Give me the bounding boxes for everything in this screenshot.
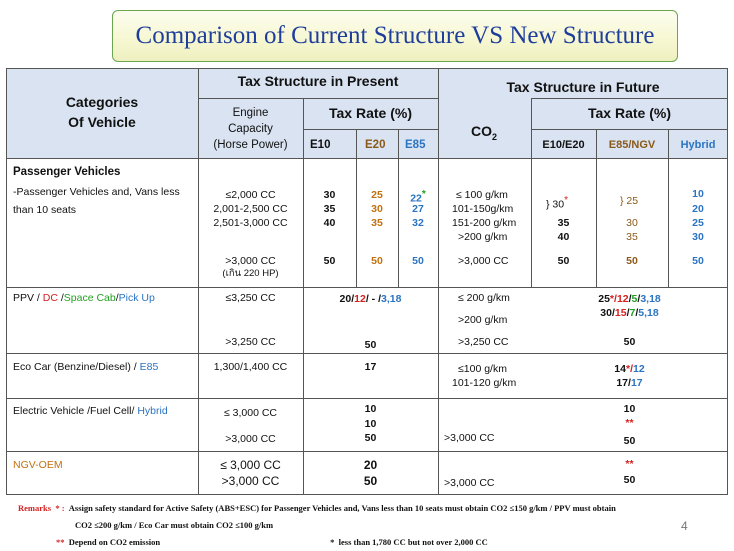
remarks-line-2: CO2 ≤200 g/km / Eco Car must obtain CO2 ≤100 g/km [75, 520, 274, 530]
passenger-f-e85-1: } 25 [620, 195, 639, 207]
ev-rate-1: 10 [364, 403, 377, 415]
passenger-hybrid-1: 10 [692, 188, 704, 200]
header-e85: E85 [405, 139, 426, 151]
rule [6, 287, 728, 288]
ppv-future-1: 25*/12/5/3,18 [598, 293, 661, 305]
ngv-future-1: ** [625, 458, 634, 470]
passenger-f-e10-4: 50 [557, 255, 570, 267]
ppv-engine-1: ≤3,250 CC [225, 292, 276, 304]
ngv-engine-2: >3,000 CC [221, 474, 280, 488]
passenger-e20-2: 30 [371, 203, 383, 215]
passenger-name: Passenger Vehicles [13, 166, 121, 178]
passenger-e10-4: 50 [323, 255, 336, 267]
ngv-co2: >3,000 CC [444, 477, 495, 489]
header-co2: $CO_2$ [471, 123, 498, 142]
header-present: Tax Structure in Present [237, 73, 399, 89]
remarks [18, 500, 708, 551]
eco-name: Eco Car (Benzine/Diesel) / E85 [13, 361, 159, 373]
ev-future-3: 50 [623, 435, 636, 447]
header-e10: E10 [310, 139, 331, 151]
passenger-e85-3: 32 [412, 217, 424, 229]
rule [303, 129, 438, 130]
remarks-line-1: Remarks * : Assign safety standard for Active Safety (ABS+ESC) for Passenger Vehicles and, Vans less than 10 seats must obtain CO2 ≤150 g/km / PPV must obtain [18, 503, 616, 513]
header-engine: Engine Capacity (Horse Power) [213, 107, 288, 151]
rule [531, 129, 728, 130]
eco-rate: 17 [364, 361, 377, 373]
ppv-rate: 20/12/ - /3,18 [339, 293, 402, 305]
ev-engine-2: >3,000 CC [225, 433, 276, 445]
passenger-hybrid-2: 20 [692, 203, 704, 215]
passenger-e20-1: 25 [371, 189, 383, 201]
passenger-e85-4: 50 [412, 255, 424, 267]
remarks-line-3: ** Depend on CO2 emission * less than 1,780 CC but not over 2,000 CC [56, 537, 488, 547]
passenger-engine-2: 2,001-2,500 CC [213, 203, 288, 215]
ev-rate-2: 10 [364, 418, 377, 430]
passenger-e20-3: 35 [371, 217, 383, 229]
eco-co2-2: 101-120 g/km [452, 377, 517, 389]
eco-engine: 1,300/1,400 CC [213, 361, 288, 373]
ppv-rate-2: 50 [364, 339, 377, 351]
passenger-engine-3: 2,501-3,000 CC [213, 217, 288, 229]
ev-future-1: 10 [623, 403, 636, 415]
passenger-hybrid-5: 50 [692, 255, 704, 267]
passenger-hybrid-4: 30 [692, 231, 704, 243]
passenger-co2-2: 101-150g/km [452, 203, 514, 215]
passenger-f-e85-2: 30 [626, 217, 638, 229]
ngv-name: NGV-OEM [13, 459, 63, 471]
rule [6, 494, 728, 495]
ppv-co2-2: >200 g/km [458, 314, 508, 326]
passenger-e10-2: 35 [323, 203, 336, 215]
comparison-table [6, 68, 728, 495]
passenger-co2-3: 151-200 g/km [452, 217, 517, 229]
rule [727, 68, 728, 495]
ppv-name: PPV / DC /Space Cab/Pick Up [13, 292, 155, 304]
passenger-e10-1: 30 [323, 189, 336, 201]
ppv-future-3: 50 [623, 336, 636, 348]
ngv-engine-1: ≤ 3,000 CC [220, 458, 281, 472]
ngv-future-2: 50 [623, 474, 636, 486]
header-tax-rate-future: Tax Rate (%) [588, 105, 671, 121]
page-number: 4 [681, 519, 688, 533]
ppv-co2-1: ≤ 200 g/km [458, 292, 510, 304]
passenger-e10-3: 40 [323, 217, 336, 229]
eco-future-1: 14*/12 [614, 363, 645, 375]
rule [6, 158, 728, 159]
passenger-e85-1: 22* [410, 189, 426, 205]
header-hybrid: Hybrid [680, 139, 716, 151]
ppv-future-2: 30/15/7/5,18 [600, 307, 659, 319]
rule [6, 451, 728, 452]
rule [6, 68, 7, 495]
passenger-f-e10-3: 40 [557, 231, 570, 243]
passenger-f-e85-4: 50 [626, 255, 638, 267]
passenger-co2-5: >3,000 CC [458, 255, 509, 267]
passenger-engine-1: ≤2,000 CC [225, 189, 276, 201]
ev-rate-3: 50 [364, 432, 377, 444]
passenger-f-e10-2: 35 [557, 217, 570, 229]
ev-name: Electric Vehicle /Fuel Cell/ Hybrid [13, 405, 168, 417]
rule [198, 68, 199, 495]
ppv-engine-2: >3,250 CC [225, 336, 276, 348]
rule [198, 98, 438, 99]
header-tax-rate: Tax Rate (%) [329, 105, 412, 121]
ev-engine-1: ≤ 3,000 CC [223, 407, 278, 419]
ev-co2: >3,000 CC [444, 432, 495, 444]
ngv-rate-1: 20 [363, 458, 378, 472]
passenger-f-e10-1: } 30* [546, 195, 569, 211]
rule [6, 68, 728, 69]
passenger-co2-1: ≤ 100 g/km [456, 189, 508, 201]
slide-title: Comparison of Current Structure VS New Structure [135, 22, 655, 49]
title-box [112, 10, 678, 62]
rule [531, 98, 728, 99]
passenger-e20-4: 50 [371, 255, 383, 267]
passenger-hybrid-3: 25 [692, 217, 704, 229]
ppv-co2-3: >3,250 CC [458, 336, 509, 348]
passenger-co2-4: >200 g/km [458, 231, 508, 243]
passenger-f-e85-3: 35 [626, 231, 638, 243]
ev-future-2: ** [625, 417, 634, 429]
passenger-e85-2: 27 [412, 203, 424, 215]
eco-future-2: 17/17 [616, 377, 643, 389]
passenger-desc: -Passenger Vehicles and, Vans less than 10 seats [13, 186, 180, 216]
header-future: Tax Structure in Future [506, 79, 660, 95]
ngv-rate-2: 50 [363, 474, 378, 488]
header-e20: E20 [365, 139, 386, 151]
rule [438, 68, 439, 495]
rule [6, 353, 728, 354]
eco-co2-1: ≤100 g/km [458, 363, 507, 375]
rule [6, 398, 728, 399]
header-e85ngv: E85/NGV [608, 139, 656, 151]
passenger-engine-note: (เกิน 220 HP) [222, 268, 279, 279]
header-categories: Categories Of Vehicle [65, 94, 139, 130]
header-e10e20: E10/E20 [542, 139, 585, 151]
passenger-engine-big: >3,000 CC [225, 255, 276, 267]
